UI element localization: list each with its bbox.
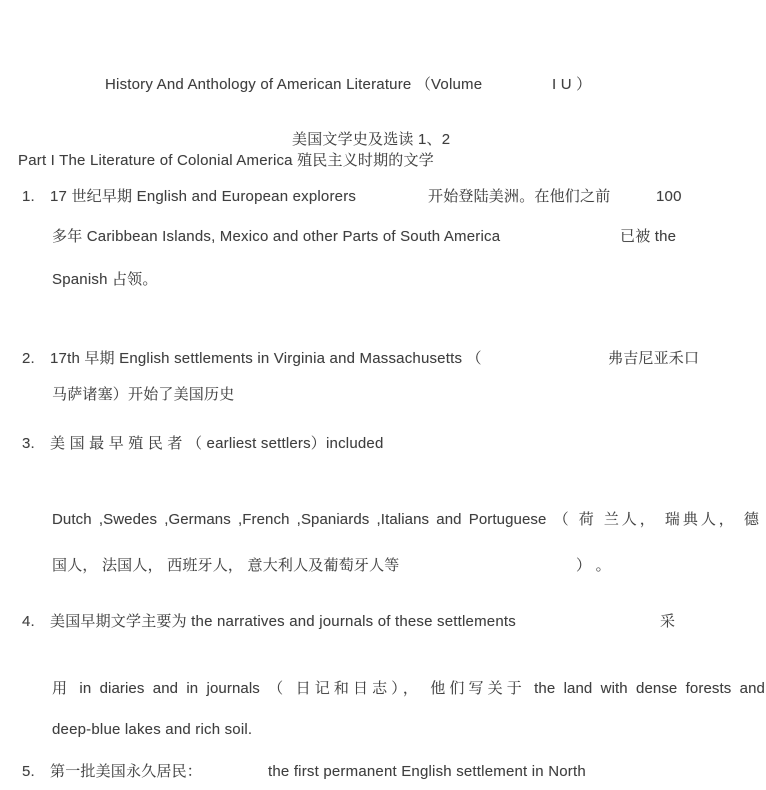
item4-line1-text: 美国早期文学主要为 the narratives and journals of these settlements: [50, 613, 516, 630]
item3-line1-text: 美 国 最 早 殖 民 者 （ earliest settlers）included: [50, 435, 384, 452]
item3-line2-text: Dutch ,Swedes ,Germans ,French ,Spaniards ,Italians and Portuguese （ 荷 兰人， 瑞典人， 德: [52, 511, 759, 528]
item4-line2-text: 用 in diaries and in journals （ 日记和日志）， 他们写关于 the land with dense forests and: [52, 680, 765, 697]
item1-line1-zh: 开始登陆美洲。在他们之前: [428, 188, 611, 205]
item1-line2-text: 多年 Caribbean Islands, Mexico and other Parts of South America: [52, 228, 501, 245]
item1-number: 1.: [22, 188, 35, 205]
item1-line1-100: 100: [656, 188, 682, 205]
item1-line1-text: 17 世纪早期 English and European explorers: [50, 188, 357, 205]
item2-number: 2.: [22, 350, 35, 367]
item4-line1-zh: 采: [660, 613, 676, 630]
item5-line1-text: the first permanent English settlement in North: [268, 763, 586, 780]
item1-line3-text: Spanish 占领。: [52, 271, 158, 288]
item5-number: 5.: [22, 763, 35, 780]
item1-line2-zh: 已被 the: [620, 228, 677, 245]
item3-line3-close: ） 。: [576, 557, 611, 574]
item3-number: 3.: [22, 435, 35, 452]
item3-line3-text: 国人， 法国人， 西班牙人， 意大利人及葡萄牙人等: [52, 557, 400, 574]
item5-line1-zh: 第一批美国永久居民：: [50, 763, 203, 780]
item2-line2-text: 马萨诸塞）开始了美国历史: [52, 386, 235, 403]
item2-line1-zh: 弗吉尼亚禾口: [608, 350, 700, 367]
part-heading: Part I The Literature of Colonial America 殖民主义时期的文学: [18, 152, 434, 169]
document-title: History And Anthology of American Literature （Volume: [105, 76, 483, 93]
document-title-volume: I U ）: [552, 76, 592, 93]
document-subtitle: 美国文学史及选读 1、2: [292, 131, 451, 148]
item2-line1-text: 17th 早期 English settlements in Virginia and Massachusetts （: [50, 350, 482, 367]
item4-number: 4.: [22, 613, 35, 630]
item4-line3-text: deep-blue lakes and rich soil.: [52, 721, 253, 738]
